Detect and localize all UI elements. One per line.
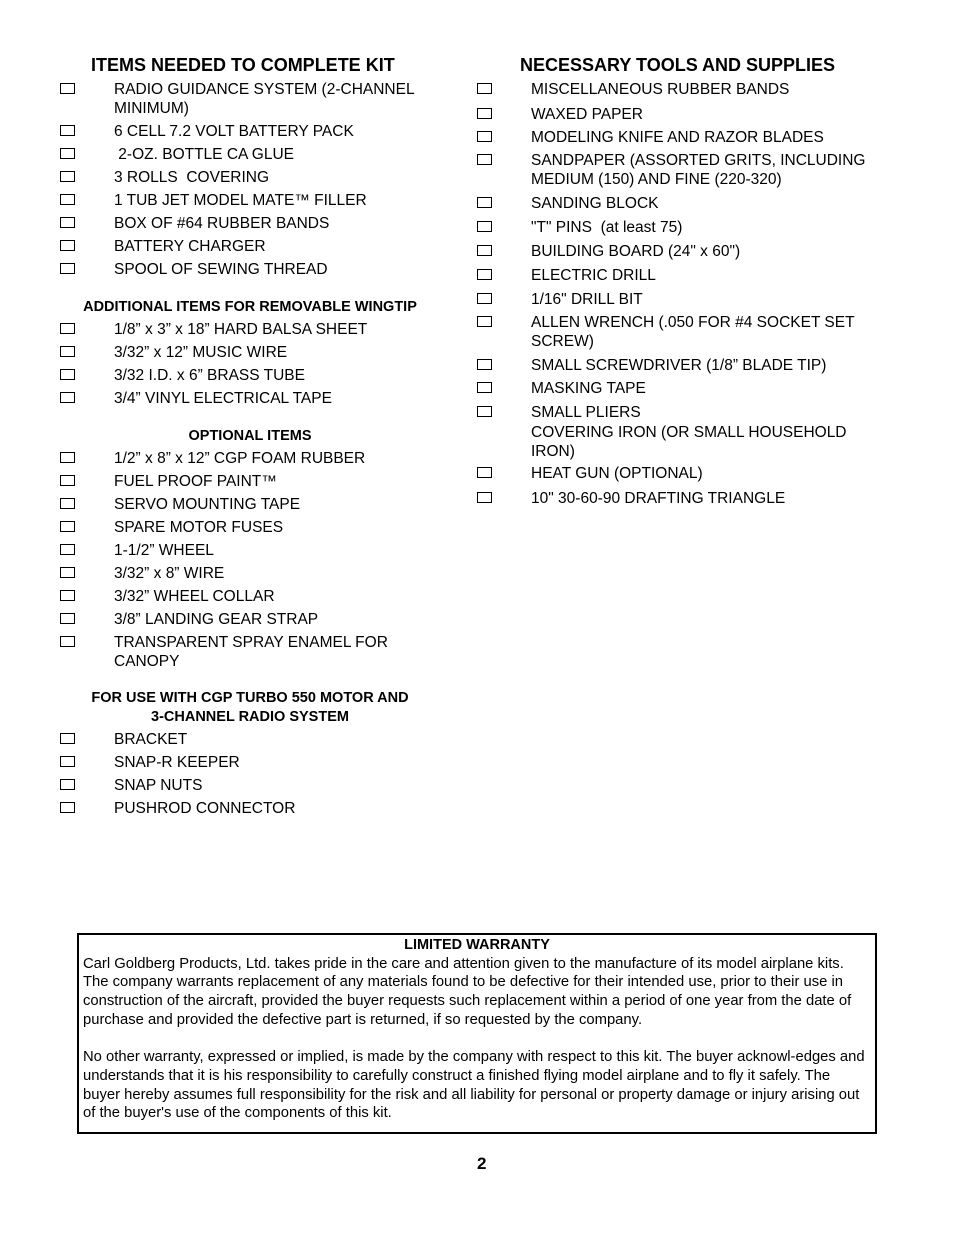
checklist-item-label — [114, 564, 454, 583]
checkbox-icon[interactable] — [60, 636, 75, 647]
checklist-item-label — [114, 587, 454, 606]
checklist-item-line: 1/8” x 3” x 18” HARD BALSA SHEET — [114, 321, 368, 338]
checkbox-icon[interactable] — [60, 521, 75, 532]
checkbox-icon[interactable] — [477, 293, 492, 304]
checkbox-icon[interactable] — [477, 492, 492, 503]
checklist-item-line: 1 TUB JET MODEL MATE™ FILLER — [114, 192, 367, 209]
checkbox-icon[interactable] — [60, 148, 75, 159]
checklist-item-label — [114, 214, 454, 233]
checklist-item-label — [114, 191, 454, 210]
checklist-item-line: 3/32” x 12” MUSIC WIRE — [114, 344, 288, 361]
checklist-item-line: SANDPAPER (ASSORTED GRITS, INCLUDING — [531, 152, 866, 169]
checkbox-icon[interactable] — [60, 263, 75, 274]
checklist-item-label — [531, 356, 891, 375]
checklist-item-line: ELECTRIC DRILL — [531, 267, 656, 284]
checklist-item-label — [114, 541, 454, 560]
checkbox-icon[interactable] — [60, 323, 75, 334]
tools-heading: NECESSARY TOOLS AND SUPPLIES — [520, 55, 836, 75]
turbo-heading-line-2: 3-CHANNEL RADIO SYSTEM — [151, 709, 349, 725]
checkbox-icon[interactable] — [477, 467, 492, 478]
checkbox-icon[interactable] — [60, 452, 75, 463]
checkbox-icon[interactable] — [60, 475, 75, 486]
checkbox-icon[interactable] — [60, 613, 75, 624]
checklist-item-label — [531, 379, 891, 398]
turbo-heading-line-1: FOR USE WITH CGP TURBO 550 MOTOR AND — [91, 690, 409, 706]
wingtip-heading: ADDITIONAL ITEMS FOR REMOVABLE WINGTIP — [83, 299, 417, 315]
checkbox-icon[interactable] — [477, 382, 492, 393]
checkbox-icon[interactable] — [60, 779, 75, 790]
checklist-item-line: 3/32” x 8” WIRE — [114, 565, 225, 582]
checklist-item-line: SNAP-R KEEPER — [114, 754, 240, 771]
checkbox-icon[interactable] — [60, 756, 75, 767]
checklist-item-line: 3 ROLLS COVERING — [114, 169, 270, 186]
checklist-item-line: SNAP NUTS — [114, 777, 203, 794]
checklist-item-label — [531, 290, 891, 309]
checklist-item-line: "T" PINS (at least 75) — [531, 219, 683, 236]
checklist-item-line: 1-1/2” WHEEL — [114, 542, 214, 559]
checklist-item-line: SCREW) — [531, 333, 594, 350]
checklist-item-line: TRANSPARENT SPRAY ENAMEL FOR — [114, 634, 388, 651]
checklist-item-label — [531, 266, 891, 285]
checklist-item-line: SMALL SCREWDRIVER (1/8” BLADE TIP) — [531, 357, 827, 374]
checklist-item-label — [114, 389, 454, 408]
checklist-item-line: SERVO MOUNTING TAPE — [114, 496, 301, 513]
checklist-item-line: WAXED PAPER — [531, 106, 643, 123]
checklist-item-label — [114, 80, 454, 118]
checkbox-icon[interactable] — [477, 359, 492, 370]
checklist-item-label — [531, 128, 891, 147]
checklist-item-line: BATTERY CHARGER — [114, 238, 266, 255]
checklist-item-label — [531, 105, 891, 124]
checklist-item-line: MEDIUM (150) AND FINE (220-320) — [531, 171, 782, 188]
checkbox-icon[interactable] — [60, 171, 75, 182]
page-number: 2 — [477, 1154, 487, 1173]
checkbox-icon[interactable] — [477, 245, 492, 256]
checklist-item-label — [531, 313, 891, 351]
checklist-item-label — [114, 145, 454, 164]
checklist-item-line: MINIMUM) — [114, 100, 189, 117]
checklist-item-line: SANDING BLOCK — [531, 195, 659, 212]
checklist-item-label — [114, 343, 454, 362]
checkbox-icon[interactable] — [60, 498, 75, 509]
checkbox-icon[interactable] — [477, 316, 492, 327]
checkbox-icon[interactable] — [477, 221, 492, 232]
checkbox-icon[interactable] — [60, 125, 75, 136]
checklist-item-label — [531, 151, 891, 189]
checklist-item-label — [531, 464, 891, 483]
checkbox-icon[interactable] — [477, 154, 492, 165]
checklist-item-label — [531, 423, 891, 461]
checklist-item-label — [114, 518, 454, 537]
checklist-item-line: 6 CELL 7.2 VOLT BATTERY PACK — [114, 123, 354, 140]
checkbox-icon[interactable] — [477, 269, 492, 280]
checkbox-icon[interactable] — [60, 83, 75, 94]
checklist-item-line: MASKING TAPE — [531, 380, 646, 397]
checkbox-icon[interactable] — [477, 406, 492, 417]
checklist-item-label — [531, 194, 891, 213]
checklist-item-label — [114, 495, 454, 514]
checkbox-icon[interactable] — [60, 369, 75, 380]
checklist-item-label — [114, 237, 454, 256]
warranty-title: LIMITED WARRANTY — [404, 937, 550, 953]
checklist-item-line: 2-OZ. BOTTLE CA GLUE — [114, 146, 295, 163]
checklist-item-label — [114, 122, 454, 141]
checklist-item-label — [114, 776, 454, 795]
checkbox-icon[interactable] — [477, 197, 492, 208]
checklist-item-line: IRON) — [531, 443, 575, 460]
checklist-item-line: FUEL PROOF PAINT™ — [114, 473, 277, 490]
checkbox-icon[interactable] — [60, 590, 75, 601]
checkbox-icon[interactable] — [477, 83, 492, 94]
checklist-item-line: MODELING KNIFE AND RAZOR BLADES — [531, 129, 824, 146]
checklist-item-line: 3/8” LANDING GEAR STRAP — [114, 611, 319, 628]
checklist-item-label — [114, 633, 454, 671]
checklist-item-line: SMALL PLIERS — [531, 404, 641, 421]
checklist-item-line: HEAT GUN (OPTIONAL) — [531, 465, 703, 482]
checklist-item-label — [531, 242, 891, 261]
checklist-item-line: 3/32 I.D. x 6” BRASS TUBE — [114, 367, 305, 384]
checklist-item-line: ALLEN WRENCH (.050 FOR #4 SOCKET SET — [531, 314, 855, 331]
checklist-item-line: BRACKET — [114, 731, 188, 748]
checkbox-icon[interactable] — [60, 392, 75, 403]
checkbox-icon[interactable] — [477, 108, 492, 119]
limited-warranty-box — [77, 933, 877, 1134]
checklist-item-line: 1/16" DRILL BIT — [531, 291, 643, 308]
checklist-item-label — [531, 80, 891, 99]
checklist-item-label — [114, 472, 454, 491]
checkbox-icon[interactable] — [60, 733, 75, 744]
checklist-item-line: 10" 30-60-90 DRAFTING TRIANGLE — [531, 490, 786, 507]
checklist-item-line: COVERING IRON (OR SMALL HOUSEHOLD — [531, 424, 847, 441]
optional-heading: OPTIONAL ITEMS — [188, 428, 312, 444]
turbo-heading — [60, 689, 440, 727]
checklist-item-label — [531, 489, 891, 508]
checklist-item-line: SPARE MOTOR FUSES — [114, 519, 284, 536]
checklist-item-label — [114, 168, 454, 187]
checklist-item-label — [114, 730, 454, 749]
checklist-item-line: 3/32” WHEEL COLLAR — [114, 588, 275, 605]
checkbox-icon[interactable] — [60, 240, 75, 251]
checklist-item-line: 3/4” VINYL ELECTRICAL TAPE — [114, 390, 332, 407]
checklist-item-label — [114, 366, 454, 385]
checkbox-icon[interactable] — [60, 217, 75, 228]
checkbox-icon[interactable] — [477, 131, 492, 142]
checkbox-icon[interactable] — [60, 346, 75, 357]
checklist-item-line: PUSHROD CONNECTOR — [114, 800, 296, 817]
checklist-item-line: RADIO GUIDANCE SYSTEM (2-CHANNEL — [114, 81, 415, 98]
kit-heading: ITEMS NEEDED TO COMPLETE KIT — [91, 55, 395, 75]
checklist-item-label — [531, 218, 891, 237]
checklist-item-line: 1/2” x 8” x 12” CGP FOAM RUBBER — [114, 450, 366, 467]
warranty-paragraph-2: No other warranty, expressed or implied, is made by the company with respect to this kit. The buyer acknowl-edges and understands that it is his responsibility to carefully construct a finished flying model airplane and to fly it safely. The buyer hereby assumes full responsibility for the risk and all liability for personal or property damage or injury arising out of the buyer's use of the components of this kit. — [83, 1049, 865, 1122]
checklist-item-line: BOX OF #64 RUBBER BANDS — [114, 215, 330, 232]
checklist-item-label — [114, 449, 454, 468]
checklist-item-label — [114, 753, 454, 772]
checklist-item-line: MISCELLANEOUS RUBBER BANDS — [531, 81, 790, 98]
checklist-item-line: CANOPY — [114, 653, 180, 670]
checklist-item-label — [114, 320, 454, 339]
checklist-item-label — [114, 260, 454, 279]
checklist-item-line: BUILDING BOARD (24" x 60") — [531, 243, 741, 260]
checklist-item-label — [531, 403, 891, 422]
checkbox-icon[interactable] — [60, 567, 75, 578]
checkbox-icon[interactable] — [60, 544, 75, 555]
checkbox-icon[interactable] — [60, 194, 75, 205]
warranty-paragraph-1: Carl Goldberg Products, Ltd. takes pride in the care and attention given to the manufacture of its model airplane kits. The company warrants replacement of any materials found to be defective for their intended use, prior to their use in construction of the aircraft, provided the buyer requests such replacement within a period of one year from the date of purchase and provided the defective part is returned, if so requested by the company. — [83, 955, 852, 1028]
checklist-item-label — [114, 610, 454, 629]
checkbox-icon[interactable] — [60, 802, 75, 813]
checklist-item-line: SPOOL OF SEWING THREAD — [114, 261, 328, 278]
checklist-item-label — [114, 799, 454, 818]
